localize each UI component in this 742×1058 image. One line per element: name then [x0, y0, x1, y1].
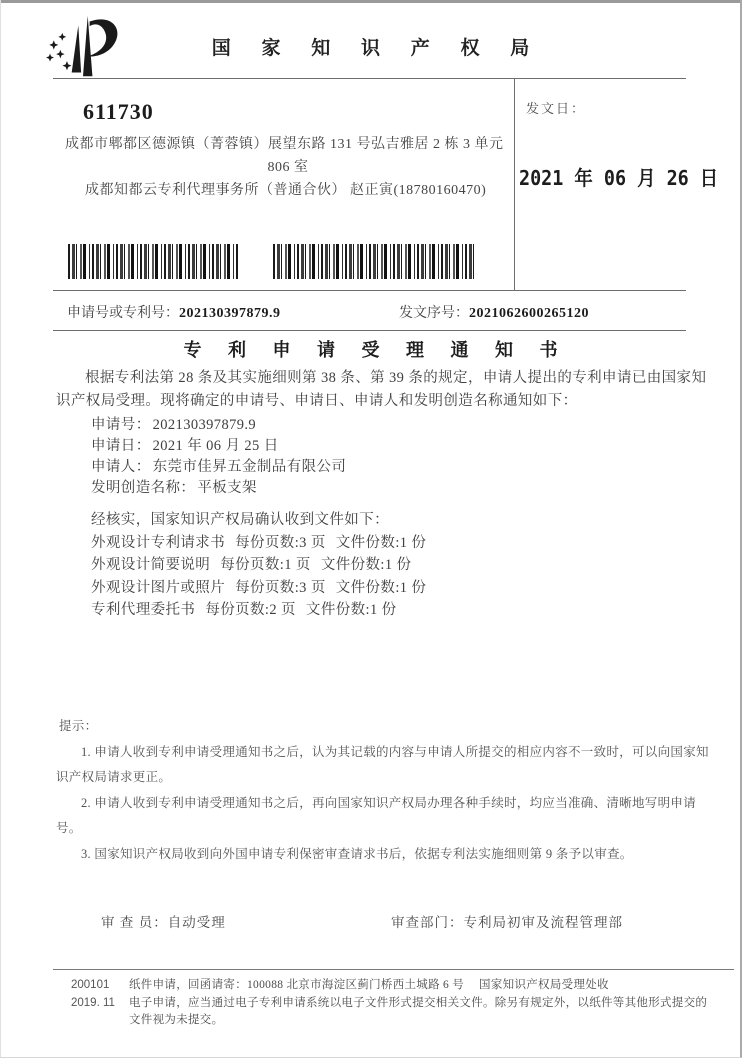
header-rule — [53, 78, 686, 79]
document-pages: 每份页数:2 页 — [205, 602, 296, 618]
document-pages: 每份页数:3 页 — [235, 534, 326, 551]
reference-row — [53, 290, 686, 331]
serial-number-value: 2021062600265120 — [469, 306, 589, 321]
document-copies: 文件份数:1 份 — [305, 602, 397, 618]
examiner-label: 审 查 员： — [101, 915, 168, 930]
document-row — [91, 599, 709, 622]
field-application-no — [91, 415, 709, 436]
footer-electronic-instruction: 电子申请，应当通过电子专利申请系统以电子文件形式提交相关文件。除另有规定外，以纸件等其他形式提交的文件视为未提交。 — [129, 996, 708, 1026]
footer-revision-date: 2019. 11 — [71, 996, 115, 1009]
examining-department — [391, 911, 623, 931]
field-value: 202130397879.9 — [152, 417, 257, 433]
document-row — [91, 554, 709, 577]
document-name: 专利代理委托书 — [91, 602, 196, 618]
field-value: 东莞市佳昇五金制品有限公司 — [152, 459, 347, 475]
serial-number-label: 发文序号： — [399, 306, 469, 321]
tip-item-3: 3. 国家知识产权局收到向外国申请专利保密审查请求书后，依据专利法实施细则第 9 条予以审查。 — [81, 847, 633, 861]
application-fields — [91, 415, 709, 499]
examiner — [101, 911, 226, 931]
field-applicant — [91, 457, 709, 478]
scan-top-edge — [1, 0, 740, 3]
field-invention-title — [91, 478, 709, 499]
intro-paragraph: 根据专利法第 28 条及其实施细则第 38 条、第 39 条的规定，申请人提出的专利申请已由国家知识产权局受理。现将确定的申请号、申请日、申请人和发明创造名称通知如下： — [56, 370, 707, 409]
field-label: 申请号： — [91, 417, 151, 433]
agency-name: 国 家 知 识 产 权 局 — [211, 38, 543, 59]
confirmation-intro: 经核实，国家知识产权局确认收到文件如下： — [91, 512, 389, 528]
tips-section — [56, 714, 711, 867]
document-title: 专 利 申 请 受 理 通 知 书 — [183, 340, 569, 360]
field-value: 2021 年 06 月 25 日 — [152, 438, 279, 454]
tip-item-1: 1. 申请人收到专利申请受理通知书之后，认为其记载的内容与申请人所提交的相应内容不一致时，可以向国家知识产权局请求更正。 — [56, 745, 709, 784]
notice-body — [56, 367, 709, 622]
field-application-date — [91, 436, 709, 457]
application-number-value: 202130397879.9 — [179, 306, 281, 321]
tip-item-2: 2. 申请人收到专利申请受理通知书之后，再向国家知识产权局办理各种手续时，均应当准确、清晰地写明申请号。 — [56, 796, 697, 835]
application-barcode — [68, 244, 238, 279]
footer-row-paper — [53, 977, 734, 995]
document-pages: 每份页数:3 页 — [235, 579, 326, 596]
recipient-address-line2: 806 室 — [267, 160, 309, 175]
footer-form-code: 200101 — [71, 979, 110, 991]
footer-paper-instruction: 纸件申请，回函请寄：100088 北京市海淀区蓟门桥西土城路 6 号 国家知识产权局受理处收 — [129, 979, 609, 991]
document-copies: 文件份数:1 份 — [335, 534, 427, 551]
department-label: 审查部门： — [391, 915, 464, 930]
field-label: 申请日： — [91, 438, 151, 454]
application-number-label: 申请号或专利号： — [67, 306, 179, 321]
document-name: 外观设计图片或照片 — [91, 579, 226, 596]
issue-date-label: 发文日： — [526, 101, 587, 116]
department-value: 专利局初审及流程管理部 — [463, 915, 623, 930]
application-number — [67, 302, 281, 322]
tips-heading: 提示： — [59, 719, 98, 733]
serial-barcode — [273, 244, 476, 279]
footer-row-electronic — [53, 995, 734, 1030]
field-value: 平板支架 — [197, 480, 257, 496]
document-copies: 文件份数:1 份 — [320, 557, 412, 573]
document-pages: 每份页数:1 页 — [220, 557, 311, 573]
recipient-address-line1: 成都市郫都区德源镇（菁蓉镇）展望东路 131 号弘吉雅居 2 栋 3 单元 — [65, 137, 504, 152]
received-documents — [91, 509, 709, 622]
field-label: 申请人： — [91, 459, 151, 475]
document-name: 外观设计简要说明 — [91, 557, 211, 573]
page-footer — [53, 969, 734, 1030]
serial-number — [399, 302, 589, 322]
date-box-divider — [514, 78, 515, 291]
document-name: 外观设计专利请求书 — [91, 534, 226, 551]
examiner-value: 自动受理 — [167, 915, 226, 930]
document-copies: 文件份数:1 份 — [335, 579, 427, 596]
document-row — [91, 577, 709, 600]
issue-date-value: 2021 年 06 月 26 日 — [519, 166, 719, 190]
recipient-postal-code: 611730 — [83, 99, 154, 124]
document-row — [91, 532, 709, 555]
recipient-agent-line: 成都知都云专利代理事务所（普通合伙） 赵正寅(18780160470) — [85, 183, 487, 198]
field-label: 发明创造名称： — [91, 480, 196, 496]
